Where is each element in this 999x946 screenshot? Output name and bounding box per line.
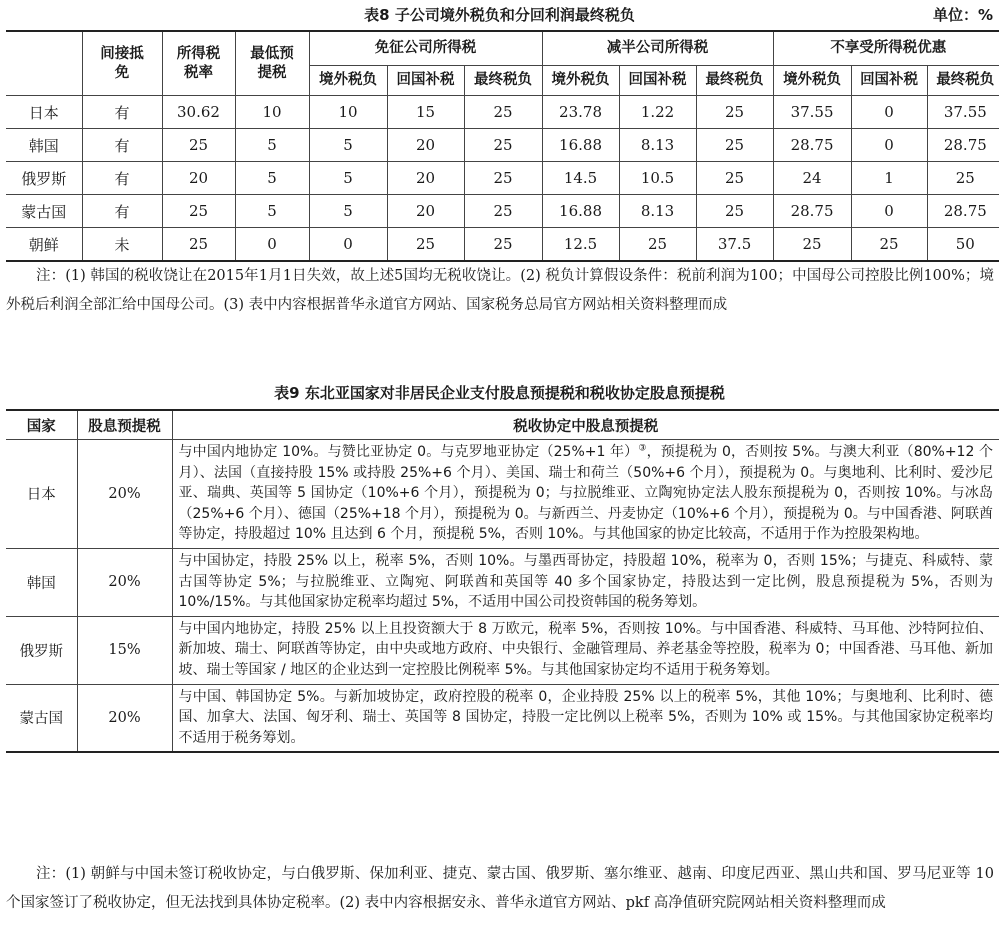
header-income-tax-rate: 所得税税率 (162, 31, 235, 96)
cell-halved-final: 37.5 (696, 228, 773, 262)
cell-dividend-rate: 20% (77, 440, 172, 549)
cell-none-final: 37.55 (927, 96, 999, 129)
cell-exempt-foreign: 5 (309, 162, 387, 195)
cell-exempt-repatriation: 15 (387, 96, 464, 129)
subheader-foreign-tax: 境外税负 (542, 66, 619, 96)
cell-none-final: 28.75 (927, 129, 999, 162)
table8-unit: 单位：% (932, 6, 993, 24)
cell-none-repatriation: 0 (851, 96, 927, 129)
cell-country: 韩国 (6, 548, 77, 616)
footnote-marker: ③ (638, 443, 647, 454)
cell-treaty-desc: 与中国协定，持股 25% 以上，税率 5%，否则 10%。与墨西哥协定，持股超 10%，税率为 0，否则 15%；与捷克、科威特、蒙古国等协定 5%；与拉脱维亚、立陶宛、阿联酋和英国等 40 多个国家协定，持股达到一定比例，股息预提税为 5%，否则为 10%/15%。与其他国家协定税率均超过 5%，不适用中国公司投资韩国的税务筹划。 (172, 548, 999, 616)
cell-country: 俄罗斯 (6, 162, 82, 195)
header-dividend-withholding: 股息预提税 (77, 410, 172, 440)
table-row (6, 440, 999, 549)
cell-min: 5 (235, 129, 309, 162)
cell-rate: 25 (162, 129, 235, 162)
cell-dividend-rate: 20% (77, 548, 172, 616)
cell-rate: 20 (162, 162, 235, 195)
cell-min: 5 (235, 162, 309, 195)
cell-treaty-desc: 与中国、韩国协定 5%。与新加坡协定，政府控股的税率 0，企业持股 25% 以上的税率 5%，其他 10%；与奥地利、比利时、德国、加拿大、法国、匈牙利、瑞士、英国等 8 国协定，持股一定比例以上税率 5%，否则为 10% 或 15%。与其他国家协定税率均不适用于税务筹划。 (172, 684, 999, 752)
cell-exempt-foreign: 5 (309, 129, 387, 162)
cell-exempt-final: 25 (464, 129, 542, 162)
cell-exempt-final: 25 (464, 162, 542, 195)
table8-title: 表8 子公司境外税负和分回利润最终税负 (364, 6, 635, 24)
subheader-repatriation: 回国补税 (619, 66, 696, 96)
cell-country: 朝鲜 (6, 228, 82, 262)
table-row (6, 548, 999, 616)
cell-country: 日本 (6, 440, 77, 549)
cell-halved-foreign: 12.5 (542, 228, 619, 262)
cell-exempt-repatriation: 20 (387, 195, 464, 228)
cell-halved-repatriation: 10.5 (619, 162, 696, 195)
cell-halved-foreign: 16.88 (542, 129, 619, 162)
table9-note-text: 注：(1) 朝鲜与中国未签订税收协定，与白俄罗斯、保加利亚、捷克、蒙古国、俄罗斯、塞尔维亚、越南、印度尼西亚、黑山共和国、罗马尼亚等 10 个国家签订了税收协定，但无法找到具体协定税率。(2) 表中内容根据安永、普华永道官方网站、pkf 高净值研究院网站相关资料整理而成 (6, 866, 994, 911)
subheader-final-tax: 最终税负 (927, 66, 999, 96)
subheader-repatriation: 回国补税 (851, 66, 927, 96)
cell-exempt-repatriation: 20 (387, 129, 464, 162)
cell-rate: 25 (162, 195, 235, 228)
table-row (6, 195, 999, 228)
cell-exempt-foreign: 0 (309, 228, 387, 262)
treaty-desc-part: 与中国内地协定 10%。与赞比亚协定 0。与克罗地亚协定（25%+1 年） (178, 444, 639, 460)
subheader-repatriation: 回国补税 (387, 66, 464, 96)
cell-exempt-foreign: 10 (309, 96, 387, 129)
cell-country: 韩国 (6, 129, 82, 162)
cell-exempt-repatriation: 20 (387, 162, 464, 195)
subheader-foreign-tax: 境外税负 (773, 66, 851, 96)
corner-cell (6, 31, 82, 96)
table-row (6, 616, 999, 684)
cell-credit: 有 (82, 129, 162, 162)
table-row (6, 228, 999, 262)
cell-halved-final: 25 (696, 195, 773, 228)
header-group-halved: 减半公司所得税 (542, 31, 773, 66)
table8-note-text: 注：(1) 韩国的税收饶让在2015年1月1日失效，故上述5国均无税收饶让。(2) 税负计算假设条件：税前利润为100；中国母公司控股比例100%；境外税后利润全部汇给中国母公司。(3) 表中内容根据普华永道官方网站、国家税务总局官方网站相关资料整理而成 (6, 268, 994, 313)
header-min-withholding: 最低预提税 (235, 31, 309, 96)
table-row (6, 129, 999, 162)
table9-title: 表9 东北亚国家对非居民企业支付股息预提税和税收协定股息预提税 (274, 384, 725, 402)
cell-halved-final: 25 (696, 129, 773, 162)
cell-credit: 有 (82, 96, 162, 129)
cell-none-repatriation: 1 (851, 162, 927, 195)
header-country: 国家 (6, 410, 77, 440)
treaty-desc-part: ，预提税为 0，否则按 5%。与澳大利亚（80%+12 个月）、法国（直接持股 15% 或持股 25%+6 个月）、美国、瑞士和荷兰（50%+6 个月），预提税为 0。与奥地利、比利时、爱沙尼亚、瑞典、英国等 5 国协定（10%+6 个月），预提税为 0；与拉脱维亚、立陶宛协定法人股东预提税为 0，否则按 10%。与冰岛（25%+6 个月）、德国（25%+18 个月），预提税为 0。与新西兰、丹麦协定（10%+6 个月），预提税为 0。与中国香港、阿联酋等协定，持股超过 10% 且达到 6 个月，预提税 5%，否则 10%。与其他国家的协定比较高，不适用于作为控股架构地。 (178, 444, 993, 543)
cell-halved-foreign: 16.88 (542, 195, 619, 228)
cell-country: 俄罗斯 (6, 616, 77, 684)
cell-none-foreign: 24 (773, 162, 851, 195)
table-row (6, 684, 999, 752)
cell-country: 蒙古国 (6, 684, 77, 752)
cell-min: 5 (235, 195, 309, 228)
cell-halved-final: 25 (696, 96, 773, 129)
header-group-none: 不享受所得税优惠 (773, 31, 999, 66)
cell-country: 日本 (6, 96, 82, 129)
cell-none-final: 28.75 (927, 195, 999, 228)
cell-dividend-rate: 15% (77, 616, 172, 684)
table-row (6, 96, 999, 129)
cell-credit: 有 (82, 195, 162, 228)
cell-none-foreign: 37.55 (773, 96, 851, 129)
table-row (6, 162, 999, 195)
cell-halved-repatriation: 1.22 (619, 96, 696, 129)
cell-none-foreign: 28.75 (773, 195, 851, 228)
cell-credit: 未 (82, 228, 162, 262)
cell-country: 蒙古国 (6, 195, 82, 228)
cell-halved-repatriation: 8.13 (619, 129, 696, 162)
cell-dividend-rate: 20% (77, 684, 172, 752)
header-group-exempt: 免征公司所得税 (309, 31, 542, 66)
cell-exempt-final: 25 (464, 228, 542, 262)
cell-halved-final: 25 (696, 162, 773, 195)
header-indirect-credit: 间接抵免 (82, 31, 162, 96)
cell-none-foreign: 28.75 (773, 129, 851, 162)
table8 (6, 30, 999, 262)
cell-none-foreign: 25 (773, 228, 851, 262)
table9-note (6, 860, 994, 918)
table8-note (6, 262, 994, 320)
cell-none-repatriation: 0 (851, 129, 927, 162)
cell-credit: 有 (82, 162, 162, 195)
cell-none-final: 25 (927, 162, 999, 195)
subheader-final-tax: 最终税负 (464, 66, 542, 96)
table9 (6, 409, 999, 753)
cell-exempt-final: 25 (464, 96, 542, 129)
cell-treaty-desc (172, 440, 999, 549)
subheader-foreign-tax: 境外税负 (309, 66, 387, 96)
cell-none-final: 50 (927, 228, 999, 262)
cell-min: 10 (235, 96, 309, 129)
cell-halved-foreign: 14.5 (542, 162, 619, 195)
subheader-final-tax: 最终税负 (696, 66, 773, 96)
cell-rate: 25 (162, 228, 235, 262)
cell-rate: 30.62 (162, 96, 235, 129)
cell-exempt-final: 25 (464, 195, 542, 228)
cell-exempt-foreign: 5 (309, 195, 387, 228)
cell-halved-repatriation: 25 (619, 228, 696, 262)
cell-none-repatriation: 25 (851, 228, 927, 262)
cell-halved-foreign: 23.78 (542, 96, 619, 129)
cell-treaty-desc: 与中国内地协定，持股 25% 以上且投资额大于 8 万欧元，税率 5%，否则按 10%。与中国香港、科威特、马耳他、沙特阿拉伯、新加坡、瑞士、阿联酋等协定，由中央或地方政府、中央银行、金融管理局、养老基金等控股，税率为 0；中国香港、马耳他、新加坡、瑞士等国家 / 地区的企业达到一定控股比例税率 5%。与其他国家协定均不适用于税务筹划。 (172, 616, 999, 684)
header-treaty-withholding: 税收协定中股息预提税 (172, 410, 999, 440)
cell-halved-repatriation: 8.13 (619, 195, 696, 228)
cell-min: 0 (235, 228, 309, 262)
cell-exempt-repatriation: 25 (387, 228, 464, 262)
cell-none-repatriation: 0 (851, 195, 927, 228)
